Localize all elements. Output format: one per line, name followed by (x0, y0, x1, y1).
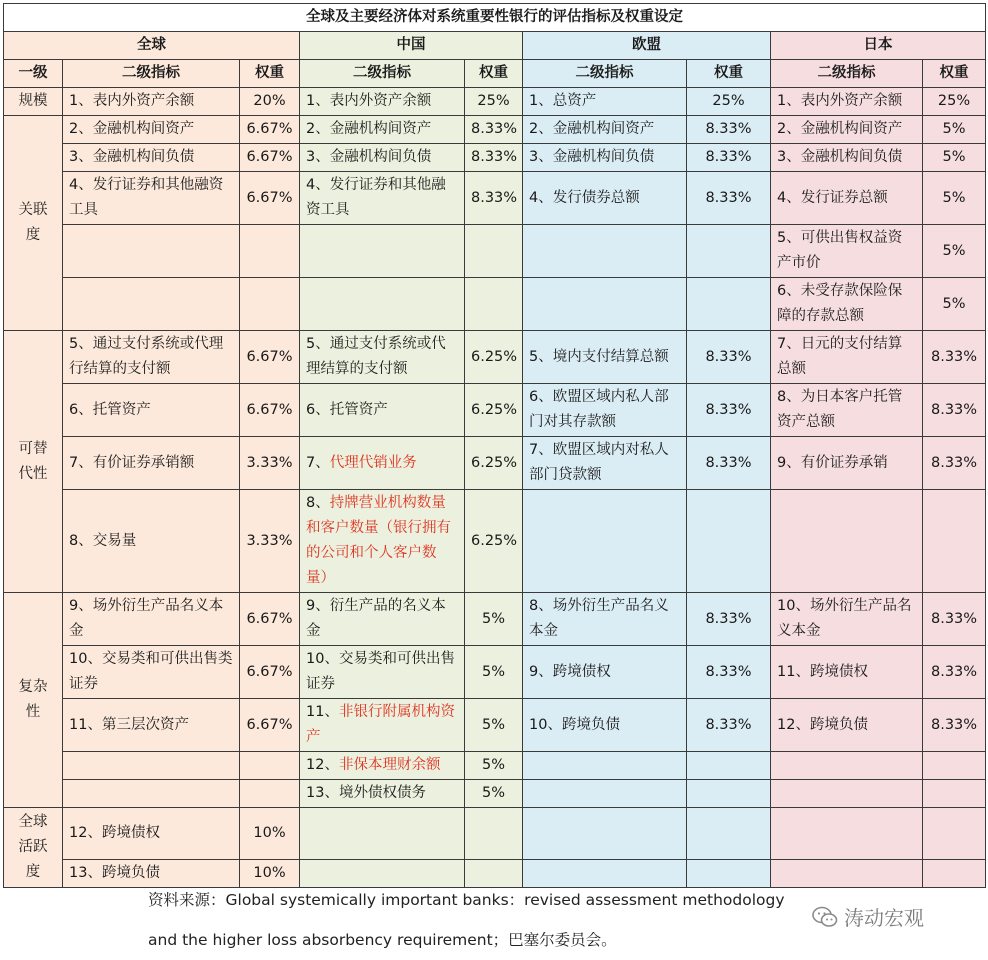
indicator-text-highlight: 代理代销业务 (329, 454, 417, 471)
weight-cell: 5% (923, 172, 986, 225)
category-cell: 可替代性 (4, 331, 63, 593)
indicator-cell: 1、表内外资产余额 (63, 88, 240, 116)
weight-cell (465, 278, 523, 331)
indicator-cell: 10、交易类和可供出售类证券 (63, 646, 240, 699)
weight-cell: 8.33% (687, 384, 771, 437)
indicator-cell: 5、通过支付系统或代理行结算的支付额 (63, 331, 240, 384)
level2-header: 二级指标 (63, 60, 240, 88)
table-row (4, 384, 986, 437)
assessment-table (3, 3, 986, 888)
table-row (4, 225, 986, 278)
indicator-cell: 9、跨境债权 (523, 646, 687, 699)
weight-cell (923, 860, 986, 888)
indicator-cell: 8、为日本客户托管资产总额 (771, 384, 923, 437)
indicator-cell (63, 780, 240, 808)
weight-cell: 3.33% (240, 490, 300, 593)
weight-cell: 8.33% (923, 437, 986, 490)
weight-cell: 6.67% (240, 116, 300, 144)
weight-cell: 8.33% (687, 116, 771, 144)
indicator-cell: 6、未受存款保险保障的存款总额 (771, 278, 923, 331)
table-row (4, 437, 986, 490)
indicator-cell: 1、总资产 (523, 88, 687, 116)
indicator-cell: 4、发行证券和其他融资工具 (300, 172, 465, 225)
weight-cell: 8.33% (465, 144, 523, 172)
indicator-cell (771, 490, 923, 593)
indicator-cell: 5、境内支付结算总额 (523, 331, 687, 384)
table-row (4, 278, 986, 331)
category-cell: 关联度 (4, 116, 63, 331)
weight-cell: 6.25% (465, 437, 523, 490)
weight-header: 权重 (465, 60, 523, 88)
weight-cell: 5% (465, 699, 523, 752)
indicator-cell: 4、发行证券总额 (771, 172, 923, 225)
weight-header: 权重 (240, 60, 300, 88)
weight-header: 权重 (923, 60, 986, 88)
weight-header: 权重 (687, 60, 771, 88)
indicator-cell: 4、发行债券总额 (523, 172, 687, 225)
indicator-cell: 4、发行证券和其他融资工具 (63, 172, 240, 225)
indicator-cell: 2、金融机构间资产 (63, 116, 240, 144)
indicator-cell (300, 225, 465, 278)
category-cell: 全球活跃度 (4, 808, 63, 888)
indicator-cell: 10、交易类和可供出售证券 (300, 646, 465, 699)
table-row (4, 780, 986, 808)
weight-cell: 10% (240, 808, 300, 860)
indicator-cell: 6、欧盟区域内私人部门对其存款额 (523, 384, 687, 437)
indicator-cell (523, 860, 687, 888)
weight-cell: 6.67% (240, 646, 300, 699)
watermark-text: 涛动宏观 (844, 906, 924, 930)
weight-cell (687, 225, 771, 278)
indicator-text-highlight: 持牌营业机构数量和客户数量（银行拥有的公司和个人客户数量） (306, 495, 451, 586)
weight-cell: 25% (687, 88, 771, 116)
weight-cell: 6.67% (240, 331, 300, 384)
indicator-cell: 9、有价证券承销 (771, 437, 923, 490)
indicator-cell (523, 225, 687, 278)
indicator-cell: 2、金融机构间资产 (771, 116, 923, 144)
weight-cell: 8.33% (687, 437, 771, 490)
weight-cell (687, 808, 771, 860)
indicator-cell (523, 752, 687, 780)
table-row (4, 144, 986, 172)
indicator-cell (771, 860, 923, 888)
indicator-cell: 12、跨境负债 (771, 699, 923, 752)
weight-cell (687, 752, 771, 780)
indicator-cell (300, 437, 465, 490)
indicator-cell: 13、境外债权债务 (300, 780, 465, 808)
wechat-icon (812, 906, 838, 928)
indicator-cell: 8、交易量 (63, 490, 240, 593)
indicator-number: 7、 (306, 454, 330, 471)
indicator-cell (63, 278, 240, 331)
weight-cell: 6.25% (465, 384, 523, 437)
weight-cell: 10% (240, 860, 300, 888)
category-cell: 复杂性 (4, 593, 63, 808)
indicator-cell: 10、场外衍生产品名义本金 (771, 593, 923, 646)
weight-cell: 6.67% (240, 593, 300, 646)
source-line-2: and the higher loss absorbency requirement；巴塞尔委员会。 (148, 931, 617, 949)
weight-cell: 6.67% (240, 699, 300, 752)
weight-cell: 8.33% (923, 331, 986, 384)
indicator-cell (523, 808, 687, 860)
weight-cell: 25% (465, 88, 523, 116)
indicator-number: 12、 (306, 757, 339, 773)
indicator-cell: 5、可供出售权益资产市价 (771, 225, 923, 278)
table-row (4, 490, 986, 593)
indicator-cell: 3、金融机构间负债 (771, 144, 923, 172)
indicator-cell: 3、金融机构间负债 (63, 144, 240, 172)
table-row (4, 172, 986, 225)
weight-cell: 8.33% (923, 384, 986, 437)
indicator-cell: 3、金融机构间负债 (300, 144, 465, 172)
weight-cell: 8.33% (687, 593, 771, 646)
indicator-cell (300, 278, 465, 331)
region-header-global: 全球 (4, 32, 300, 60)
indicator-text-highlight: 非保本理财余额 (338, 757, 441, 773)
weight-cell: 8.33% (923, 593, 986, 646)
indicator-cell: 12、跨境债权 (63, 808, 240, 860)
indicator-cell: 5、通过支付系统或代理结算的支付额 (300, 331, 465, 384)
table-row (4, 88, 986, 116)
table-row (4, 860, 986, 888)
indicator-cell (523, 278, 687, 331)
weight-cell (923, 752, 986, 780)
indicator-cell: 7、有价证券承销额 (63, 437, 240, 490)
indicator-cell: 13、跨境负债 (63, 860, 240, 888)
table-row (4, 699, 986, 752)
weight-cell: 8.33% (465, 116, 523, 144)
indicator-cell (300, 699, 465, 752)
weight-cell (687, 860, 771, 888)
indicator-text-highlight: 非银行附属机构资产 (306, 704, 455, 745)
indicator-cell: 10、跨境负债 (523, 699, 687, 752)
indicator-cell: 11、跨境债权 (771, 646, 923, 699)
indicator-cell (300, 490, 465, 593)
indicator-cell: 8、场外衍生产品名义本金 (523, 593, 687, 646)
indicator-cell: 1、表内外资产余额 (771, 88, 923, 116)
indicator-cell (771, 780, 923, 808)
weight-cell: 8.33% (687, 144, 771, 172)
weight-cell: 6.67% (240, 172, 300, 225)
weight-cell (923, 490, 986, 593)
weight-cell: 5% (465, 593, 523, 646)
weight-cell: 6.67% (240, 384, 300, 437)
region-header-china: 中国 (300, 32, 523, 60)
weight-cell (240, 780, 300, 808)
indicator-cell: 6、托管资产 (63, 384, 240, 437)
table-row (4, 752, 986, 780)
table-title: 全球及主要经济体对系统重要性银行的评估指标及权重设定 (4, 4, 986, 32)
weight-cell (240, 278, 300, 331)
weight-cell (687, 490, 771, 593)
indicator-cell (300, 808, 465, 860)
region-header-japan: 日本 (771, 32, 986, 60)
indicator-cell: 3、金融机构间负债 (523, 144, 687, 172)
weight-cell: 3.33% (240, 437, 300, 490)
indicator-cell (771, 752, 923, 780)
table-row (4, 646, 986, 699)
indicator-cell: 1、表内外资产余额 (300, 88, 465, 116)
weight-cell: 8.33% (687, 646, 771, 699)
weight-cell (240, 752, 300, 780)
indicator-cell (771, 808, 923, 860)
indicator-cell: 7、日元的支付结算总额 (771, 331, 923, 384)
indicator-cell: 2、金融机构间资产 (523, 116, 687, 144)
indicator-cell (63, 752, 240, 780)
weight-cell: 5% (923, 225, 986, 278)
weight-cell (687, 278, 771, 331)
region-header-eu: 欧盟 (523, 32, 771, 60)
weight-cell: 6.67% (240, 144, 300, 172)
table-row (4, 116, 986, 144)
indicator-cell (63, 225, 240, 278)
weight-cell: 6.25% (465, 490, 523, 593)
level2-header: 二级指标 (523, 60, 687, 88)
indicator-cell (523, 490, 687, 593)
weight-cell: 8.33% (687, 172, 771, 225)
indicator-cell: 6、托管资产 (300, 384, 465, 437)
weight-cell: 8.33% (465, 172, 523, 225)
weight-cell: 8.33% (923, 699, 986, 752)
weight-cell: 5% (465, 752, 523, 780)
weight-cell (923, 808, 986, 860)
source-line-1: 资料来源：Global systemically important banks：revised assessment methodology (148, 891, 785, 909)
watermark (812, 902, 924, 931)
indicator-cell (523, 780, 687, 808)
weight-cell: 25% (923, 88, 986, 116)
indicator-cell (300, 752, 465, 780)
table-row (4, 808, 986, 860)
weight-cell: 8.33% (687, 331, 771, 384)
weight-cell: 5% (465, 646, 523, 699)
weight-cell: 8.33% (923, 646, 986, 699)
level1-header: 一级 (4, 60, 63, 88)
weight-cell (465, 225, 523, 278)
indicator-number: 11、 (306, 704, 339, 720)
weight-cell (465, 860, 523, 888)
weight-cell: 5% (923, 144, 986, 172)
weight-cell: 20% (240, 88, 300, 116)
indicator-cell: 11、第三层次资产 (63, 699, 240, 752)
weight-cell: 5% (465, 780, 523, 808)
level2-header: 二级指标 (771, 60, 923, 88)
weight-cell: 8.33% (687, 699, 771, 752)
level2-header: 二级指标 (300, 60, 465, 88)
indicator-number: 8、 (306, 495, 330, 511)
weight-cell (465, 808, 523, 860)
table-row (4, 331, 986, 384)
weight-cell (923, 780, 986, 808)
weight-cell: 5% (923, 116, 986, 144)
indicator-cell (300, 860, 465, 888)
indicator-cell: 2、金融机构间资产 (300, 116, 465, 144)
indicator-cell: 9、场外衍生产品名义本金 (63, 593, 240, 646)
indicator-cell: 7、欧盟区域内对私人部门贷款额 (523, 437, 687, 490)
indicator-cell: 9、衍生产品的名义本金 (300, 593, 465, 646)
weight-cell (687, 780, 771, 808)
category-cell: 规模 (4, 88, 63, 116)
weight-cell: 6.25% (465, 331, 523, 384)
table-row (4, 593, 986, 646)
weight-cell: 5% (923, 278, 986, 331)
weight-cell (240, 225, 300, 278)
